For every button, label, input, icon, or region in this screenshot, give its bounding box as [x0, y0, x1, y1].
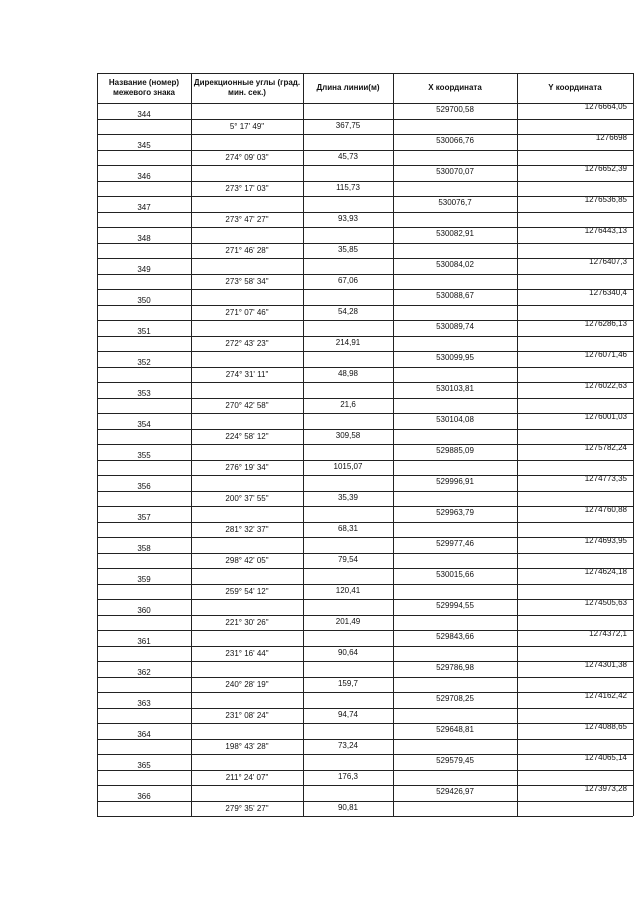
segment-length: 45,73 [337, 151, 359, 161]
point-name: 362 [137, 668, 151, 677]
point-x: 529843,66 [436, 632, 474, 641]
segment-angle: 271° 07' 46" [225, 307, 269, 317]
point-y: 1276071,46 [584, 350, 627, 359]
point-x: 530088,67 [436, 291, 474, 300]
segment-angle: 273° 17' 03" [225, 183, 269, 193]
row-divider [97, 599, 633, 600]
row-divider [97, 506, 633, 507]
segment-length: 176,3 [337, 771, 359, 781]
segment-angle: 273° 47' 27" [225, 214, 269, 224]
point-y: 1276443,13 [584, 226, 627, 235]
segment-angle: 274° 09' 03" [225, 152, 269, 162]
row-divider [97, 785, 633, 786]
row-divider [97, 119, 633, 120]
row-divider [97, 103, 633, 104]
point-x: 530082,91 [436, 229, 474, 238]
row-divider [97, 522, 633, 523]
point-name: 358 [137, 544, 151, 553]
row-divider [97, 320, 633, 321]
point-y: 1274505,63 [584, 598, 627, 607]
segment-length: 35,39 [337, 492, 359, 502]
row-divider [97, 708, 633, 709]
segment-length: 309,58 [335, 430, 361, 440]
row-divider [97, 816, 633, 817]
segment-length: 90,64 [337, 647, 359, 657]
row-divider [97, 351, 633, 352]
point-name: 344 [137, 110, 151, 119]
point-y: 1276022,63 [584, 381, 627, 390]
row-divider [97, 274, 633, 275]
row-divider [97, 692, 633, 693]
segment-length: 35,85 [337, 244, 359, 254]
row-divider [97, 584, 633, 585]
segment-angle: 5° 17' 49" [229, 121, 265, 131]
point-name: 357 [137, 513, 151, 522]
segment-length: 93,93 [337, 213, 359, 223]
point-name: 364 [137, 730, 151, 739]
row-divider [97, 367, 633, 368]
row-divider [97, 537, 633, 538]
segment-length: 94,74 [337, 709, 359, 719]
segment-length: 90,81 [337, 802, 359, 812]
row-divider [97, 801, 633, 802]
point-name: 360 [137, 606, 151, 615]
row-divider [97, 289, 633, 290]
segment-angle: 221° 30' 26" [225, 617, 269, 627]
segment-length: 115,73 [336, 182, 360, 192]
segment-length: 21,6 [340, 399, 356, 409]
point-y: 1274065,14 [584, 753, 627, 762]
row-divider [97, 553, 633, 554]
row-divider [97, 305, 633, 306]
row-divider [97, 661, 633, 662]
row-divider [97, 181, 633, 182]
row-divider [97, 227, 633, 228]
point-name: 366 [137, 792, 151, 801]
point-y: 1274088,65 [584, 722, 627, 731]
point-name: 345 [137, 141, 151, 150]
segment-angle: 274° 31' 11" [225, 369, 269, 379]
segment-angle: 281° 32' 37" [225, 524, 269, 534]
segment-angle: 240° 28' 19" [225, 679, 269, 689]
row-divider [97, 165, 633, 166]
point-name: 348 [137, 234, 151, 243]
row-divider [97, 382, 633, 383]
row-divider [97, 475, 633, 476]
point-y: 1274162,42 [584, 691, 627, 700]
row-divider [97, 630, 633, 631]
point-y: 1274773,35 [584, 474, 627, 483]
point-x: 529977,46 [436, 539, 474, 548]
point-name: 359 [137, 575, 151, 584]
row-divider [97, 413, 633, 414]
column-divider [633, 73, 634, 816]
point-x: 530104,08 [436, 415, 474, 424]
segment-length: 54,28 [337, 306, 359, 316]
point-name: 349 [137, 265, 151, 274]
point-name: 352 [137, 358, 151, 367]
point-name: 353 [137, 389, 151, 398]
segment-angle: 224° 58' 12" [225, 431, 269, 441]
segment-length: 48,98 [337, 368, 359, 378]
segment-length: 120,41 [335, 585, 361, 595]
segment-length: 214,91 [335, 337, 361, 347]
segment-length: 201,49 [335, 616, 361, 626]
row-divider [97, 336, 633, 337]
point-x: 529579,45 [436, 756, 474, 765]
row-divider [97, 460, 633, 461]
row-divider [97, 134, 633, 135]
row-divider [97, 615, 633, 616]
point-x: 530076,7 [438, 198, 472, 207]
point-name: 361 [137, 637, 151, 646]
row-divider [97, 444, 633, 445]
point-x: 530103,81 [436, 384, 474, 393]
point-x: 530099,95 [436, 353, 474, 362]
row-divider [97, 398, 633, 399]
segment-angle: 271° 46' 28" [225, 245, 269, 255]
segment-angle: 231° 08' 24" [225, 710, 269, 720]
row-divider [97, 491, 633, 492]
row-divider [97, 677, 633, 678]
point-x: 529786,98 [436, 663, 474, 672]
point-name: 351 [137, 327, 151, 336]
point-y: 1276536,85 [584, 195, 627, 204]
point-x: 529994,55 [436, 601, 474, 610]
row-divider [97, 568, 633, 569]
row-divider [97, 646, 633, 647]
point-x: 529648,81 [436, 725, 474, 734]
header-y: Y координата [548, 83, 602, 92]
point-x: 529963,79 [436, 508, 474, 517]
segment-angle: 198° 43' 28" [225, 741, 269, 751]
row-divider [97, 212, 633, 213]
point-x: 529885,09 [436, 446, 474, 455]
point-name: 365 [137, 761, 151, 770]
header-x: Х координата [428, 83, 482, 92]
header-angle: Дирекционные углы (град. мин. сек.) [193, 78, 301, 97]
point-name: 363 [137, 699, 151, 708]
segment-length: 68,31 [337, 523, 359, 533]
row-divider [97, 723, 633, 724]
row-divider [97, 429, 633, 430]
segment-length: 73,24 [337, 740, 359, 750]
segment-length: 1015,07 [333, 461, 363, 471]
boundary-coordinates-table [97, 73, 633, 816]
segment-angle: 211° 24' 07" [225, 772, 269, 782]
header-length: Длина линии(м) [316, 83, 380, 92]
point-y: 1276407,3 [589, 257, 627, 266]
point-y: 1274372,1 [589, 629, 627, 638]
segment-angle: 270° 42' 58" [225, 400, 269, 410]
segment-length: 159,7 [337, 678, 359, 688]
segment-angle: 259° 54' 12" [225, 586, 269, 596]
row-divider [97, 739, 633, 740]
point-y: 1276340,4 [589, 288, 627, 297]
point-y: 1276652,39 [584, 164, 627, 173]
segment-length: 67,06 [337, 275, 359, 285]
point-x: 530066,76 [436, 136, 474, 145]
point-y: 1274624,18 [584, 567, 627, 576]
row-divider [97, 754, 633, 755]
row-divider [97, 770, 633, 771]
point-name: 350 [137, 296, 151, 305]
row-divider [97, 196, 633, 197]
header-name: Название (номер) межевого знака [108, 78, 180, 97]
segment-angle: 231° 16' 44" [225, 648, 269, 658]
point-y: 1274760,88 [584, 505, 627, 514]
segment-angle: 273° 58' 34" [225, 276, 269, 286]
row-divider [97, 243, 633, 244]
segment-angle: 272° 43' 23" [225, 338, 269, 348]
point-x: 529426,97 [436, 787, 474, 796]
point-x: 530015,66 [436, 570, 474, 579]
segment-length: 367,75 [335, 120, 361, 130]
point-y: 1275782,24 [584, 443, 627, 452]
point-x: 530089,74 [436, 322, 474, 331]
row-divider [97, 258, 633, 259]
point-x: 530070,07 [436, 167, 474, 176]
point-y: 1276001,03 [584, 412, 627, 421]
row-divider [97, 73, 633, 74]
segment-angle: 279° 35' 27" [225, 803, 269, 813]
point-y: 1276664,05 [584, 102, 627, 111]
point-name: 354 [137, 420, 151, 429]
point-y: 1276286,13 [584, 319, 627, 328]
point-name: 347 [137, 203, 151, 212]
segment-angle: 200° 37' 55" [225, 493, 269, 503]
point-y: 1274693,95 [584, 536, 627, 545]
point-y: 1276698 [595, 133, 627, 142]
segment-angle: 276° 19' 34" [225, 462, 269, 472]
point-name: 355 [137, 451, 151, 460]
row-divider [97, 150, 633, 151]
point-name: 356 [137, 482, 151, 491]
segment-angle: 298° 42' 05" [225, 555, 269, 565]
point-x: 530084,02 [436, 260, 474, 269]
point-x: 529996,91 [436, 477, 474, 486]
point-name: 346 [137, 172, 151, 181]
segment-length: 79,54 [337, 554, 359, 564]
point-y: 1273973,28 [584, 784, 627, 793]
point-x: 529700,58 [436, 105, 474, 114]
point-x: 529708,25 [436, 694, 474, 703]
point-y: 1274301,38 [584, 660, 627, 669]
